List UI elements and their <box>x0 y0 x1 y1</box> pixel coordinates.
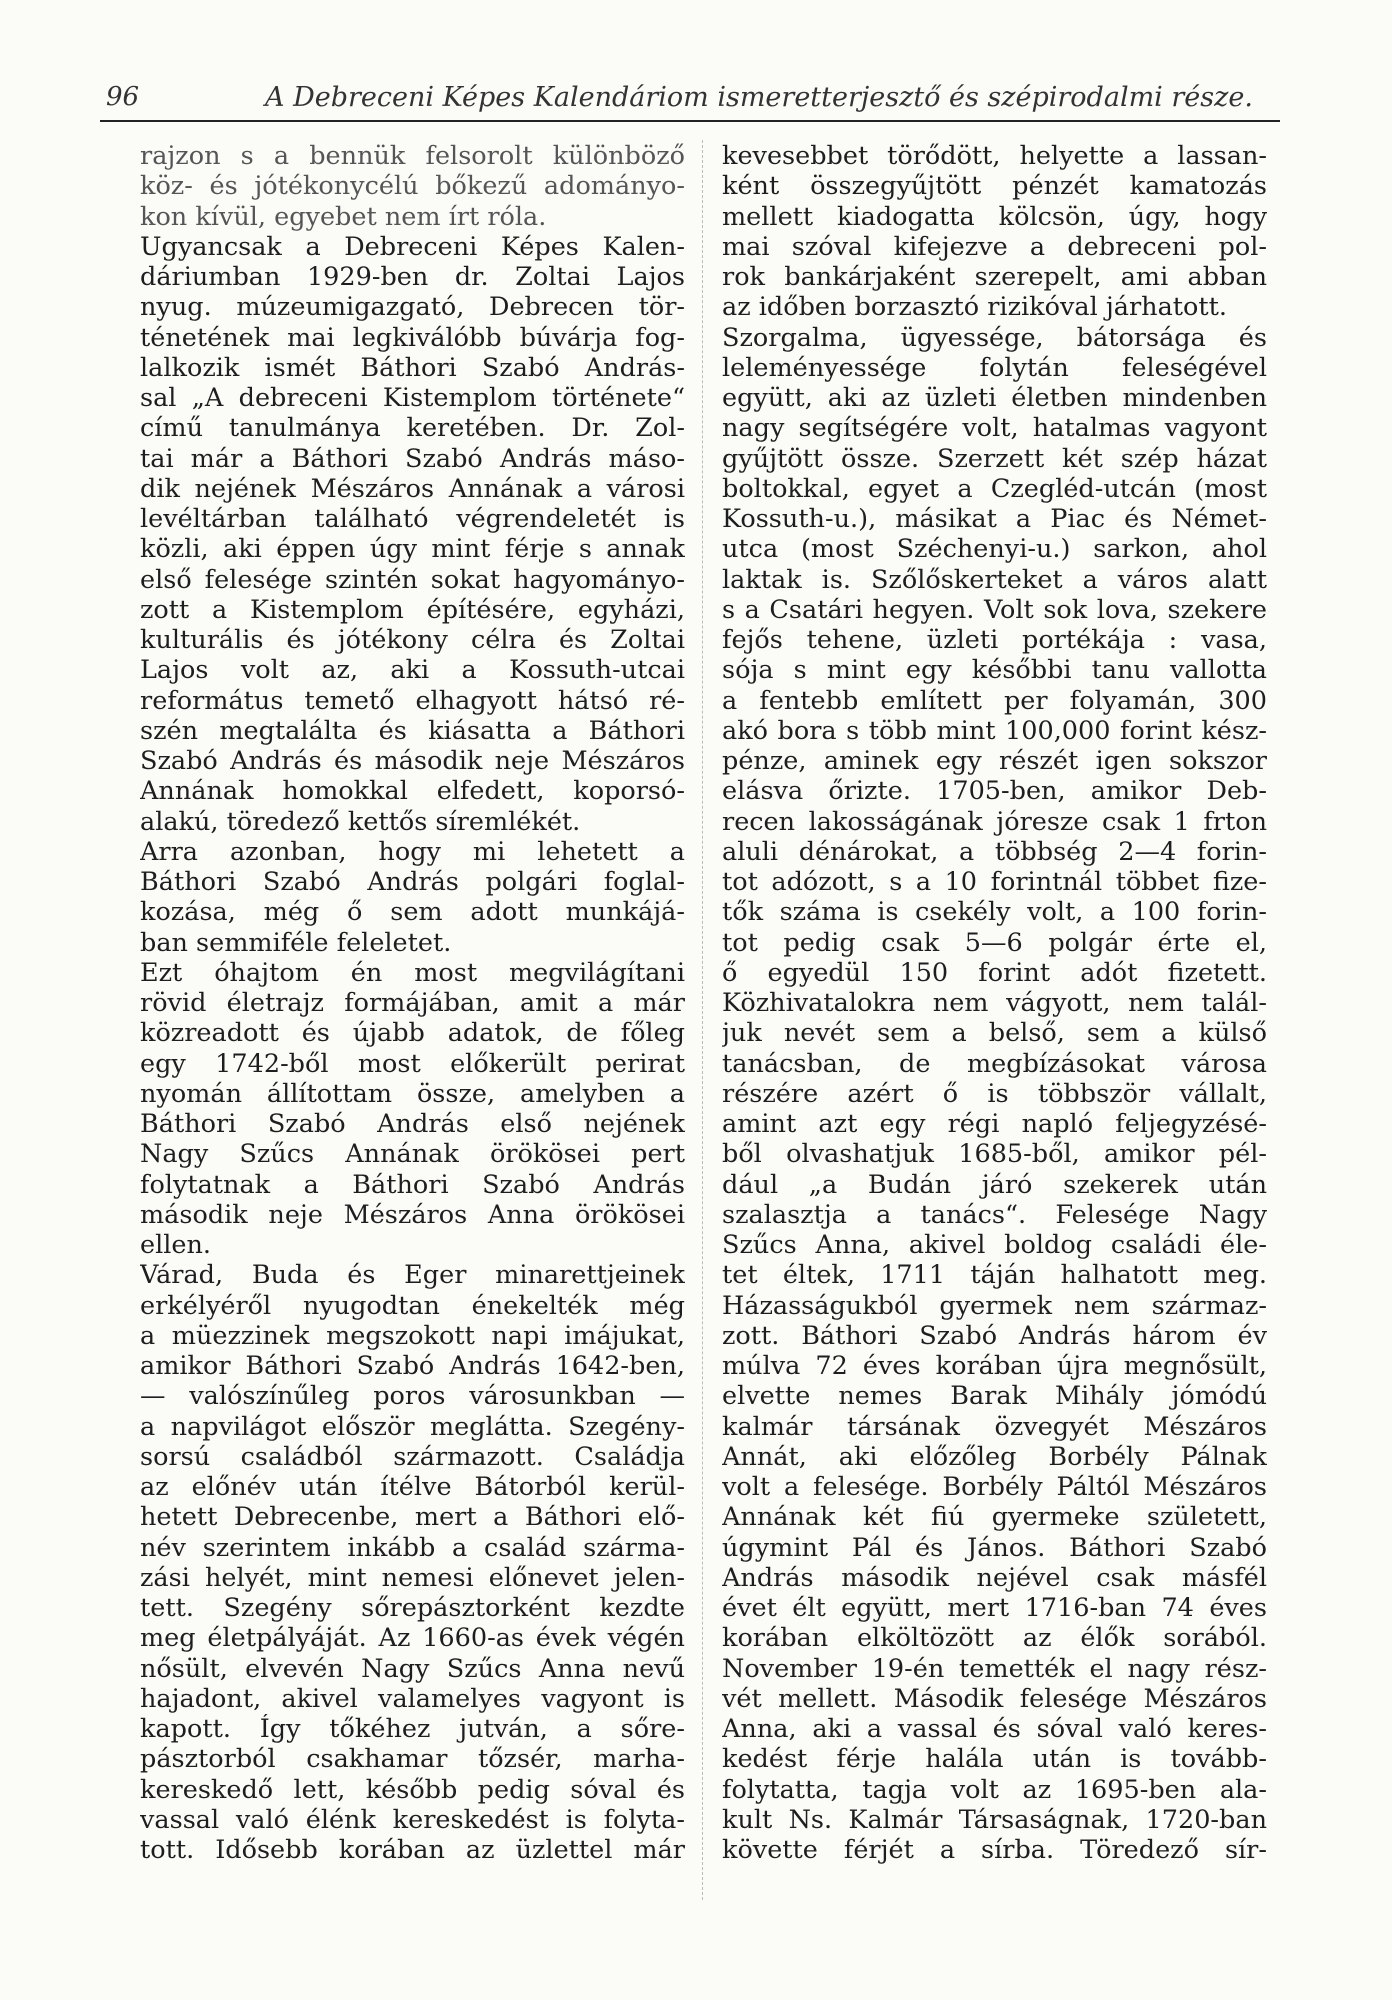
text-line: mellett kiadogatta kölcsön, úgy, hogy <box>722 201 1267 232</box>
text-line: rok bankárjaként szerepelt, ami abban <box>722 262 1267 292</box>
text-line: erkélyéről nyugodtan énekelték még <box>140 1290 685 1321</box>
text-line: András második nejével csak másfél <box>722 1562 1267 1593</box>
text-line: hajadont, akivel valamelyes vagyont is <box>140 1683 685 1714</box>
text-line: tet éltek, 1711 táján halhatott meg. <box>722 1260 1267 1291</box>
text-line: kapott. Így tőkéhez jutván, a sőre- <box>140 1714 685 1744</box>
text-line: sója s mint egy későbbi tanu vallotta <box>722 655 1267 686</box>
text-line: Szűcs Anna, akivel boldog családi éle- <box>722 1230 1267 1260</box>
text-line: Kossuth-u.), másikat a Piac és Német- <box>722 504 1267 534</box>
text-line: mai szóval kifejezve a debreceni pol- <box>722 231 1267 262</box>
text-line: tett. Szegény sőrepásztorként kezdte <box>140 1593 685 1623</box>
text-line: Báthori Szabó András polgári foglal- <box>140 867 685 897</box>
text-line: kult Ns. Kalmár Társaságnak, 1720-ban <box>722 1804 1267 1835</box>
text-line: nősült, elvevén Nagy Szűcs Anna nevű <box>140 1653 685 1684</box>
text-line: lalkozik ismét Báthori Szabó András- <box>140 352 685 383</box>
text-line: dik nejének Mészáros Annának a városi <box>140 473 685 504</box>
text-line: múlva 72 éves korában újra megnősült, <box>722 1351 1267 1381</box>
text-line: fejős tehene, üzleti portékája : vasa, <box>722 625 1267 655</box>
text-line: kedést férje halála után is tovább- <box>722 1744 1267 1775</box>
text-line: Anna, aki a vassal és sóval való keres- <box>722 1714 1267 1744</box>
text-line: nyomán állítottam össze, amelyben a <box>140 1078 685 1109</box>
text-line: korában elköltözött az élők sorából. <box>722 1623 1267 1654</box>
text-line: a fentebb említett per folyamán, 300 <box>722 685 1267 716</box>
text-line: első felesége szintén sokat hagyományo- <box>140 564 685 595</box>
right-column <box>722 141 1267 1865</box>
text-line: aluli dénárokat, a többség 2—4 forin- <box>722 836 1267 867</box>
text-line: November 19-én temették el nagy rész- <box>722 1653 1267 1684</box>
text-line: második neje Mészáros Anna örökösei <box>140 1199 685 1230</box>
text-line: gyűjtött össze. Szerzett két szép házat <box>722 443 1267 474</box>
page-header <box>100 80 1280 122</box>
text-line: boltokkal, egyet a Czegléd-utcán (most <box>722 473 1267 504</box>
text-line: sorsú családból származott. Családja <box>140 1441 685 1472</box>
text-line: úgymint Pál és János. Báthori Szabó <box>722 1532 1267 1563</box>
text-line: pásztorból csakhamar tőzsér, marha- <box>140 1744 685 1775</box>
text-line: nyug. múzeumigazgató, Debrecen tör- <box>140 292 685 323</box>
text-line: alakú, töredező kettős síremlékét. <box>140 806 581 837</box>
text-line: tanácsban, de megbízásokat városa <box>722 1048 1267 1079</box>
text-line: kon kívül, egyebet nem írt róla. <box>140 201 547 232</box>
text-line: Várad, Buda és Eger minarettjeinek <box>140 1260 685 1291</box>
text-line: Ugyancsak a Debreceni Képes Kalen- <box>140 231 685 262</box>
text-line: egy 1742-ből most előkerült perirat <box>140 1048 685 1079</box>
text-line: juk nevét sem a belső, sem a külső <box>722 1018 1267 1049</box>
text-line: zási helyét, mint nemesi előnevet jelen- <box>140 1562 685 1593</box>
running-title: A Debreceni Képes Kalendáriom ismeretterjesztő és szépirodalmi része. <box>265 82 1253 113</box>
text-line: kereskedő lett, később pedig sóval és <box>140 1774 685 1805</box>
text-line: tot adózott, s a 10 forintnál többet fize- <box>722 867 1267 897</box>
text-line: rajzon s a bennük felsorolt különböző <box>140 141 685 171</box>
text-line: szalasztja a tanács“. Felesége Nagy <box>722 1199 1267 1230</box>
text-line: ban semmiféle feleletet. <box>140 927 452 958</box>
text-line: Annát, aki előzőleg Borbély Pálnak <box>722 1441 1267 1472</box>
text-line: amint azt egy régi napló feljegyzésé- <box>722 1109 1267 1139</box>
text-line: volt a felesége. Borbély Páltól Mészáros <box>722 1472 1267 1502</box>
text-line: követte férjét a sírba. Töredező sír- <box>722 1835 1267 1865</box>
text-line: leleményessége folytán feleségével <box>722 352 1267 383</box>
text-line: a napvilágot először meglátta. Szegény- <box>140 1411 685 1442</box>
text-line: elásva őrizte. 1705-ben, amikor Deb- <box>722 776 1267 807</box>
text-line: folytatta, tagja volt az 1695-ben ala- <box>722 1774 1267 1805</box>
text-line: Arra azonban, hogy mi lehetett a <box>140 836 685 867</box>
text-line: folytatnak a Báthori Szabó András <box>140 1169 685 1200</box>
text-line: az előnév után ítélve Bátorból kerül- <box>140 1472 685 1502</box>
text-line: tők száma is csekély volt, a 100 forin- <box>722 897 1267 928</box>
text-line: köz- és jótékonycélú bőkezű adományo- <box>140 171 685 202</box>
text-line: Ezt óhajtom én most megvilágítani <box>140 957 685 988</box>
text-line: amikor Báthori Szabó András 1642-ben, <box>140 1351 685 1381</box>
text-line: zott. Báthori Szabó András három év <box>722 1320 1267 1351</box>
text-line: közreadott és újabb adatok, de főleg <box>140 1018 685 1049</box>
text-line: Lajos volt az, aki a Kossuth-utcai <box>140 655 685 686</box>
text-line: Szabó András és második neje Mészáros <box>140 746 685 776</box>
text-line: elvette nemes Barak Mihály jómódú <box>722 1381 1267 1412</box>
text-line: dáriumban 1929-ben dr. Zoltai Lajos <box>140 262 685 292</box>
text-line: név szerintem inkább a család szárma- <box>140 1532 685 1563</box>
left-column <box>140 141 685 1865</box>
text-line: szén megtalálta és kiásatta a Báthori <box>140 715 685 746</box>
text-line: ként összegyűjtött pénzét kamatozás <box>722 171 1267 202</box>
text-line: akó bora s több mint 100,000 forint kész- <box>722 715 1267 746</box>
text-line: című tanulmánya keretében. Dr. Zol- <box>140 413 685 444</box>
text-line: ellen. <box>140 1230 212 1260</box>
text-line: Szorgalma, ügyessége, bátorsága és <box>722 322 1267 353</box>
text-line: vét mellett. Második felesége Mészáros <box>722 1683 1267 1714</box>
text-line: vassal való élénk kereskedést is folyta- <box>140 1804 685 1835</box>
text-line: az időben borzasztó rizikóval járhatott. <box>722 292 1227 323</box>
text-line: részére azért ő is többször vállalt, <box>722 1078 1267 1109</box>
text-line: — valószínűleg poros városunkban — <box>140 1381 685 1412</box>
text-line: a müezzinek megszokott napi imájukat, <box>140 1320 685 1351</box>
text-line: Báthori Szabó András első nejének <box>140 1109 685 1139</box>
text-line: zott a Kistemplom építésére, egyházi, <box>140 594 685 625</box>
text-line: Annának homokkal elfedett, koporsó- <box>140 776 685 807</box>
text-line: együtt, aki az üzleti életben mindenben <box>722 383 1267 413</box>
text-line: református temető elhagyott hátsó ré- <box>140 685 685 716</box>
text-line: Nagy Szűcs Annának örökösei pert <box>140 1139 685 1170</box>
text-line: tai már a Báthori Szabó András máso- <box>140 443 685 474</box>
text-line: kulturális és jótékony célra és Zoltai <box>140 625 685 655</box>
text-line: recen lakosságának jóresze csak 1 frton <box>722 806 1267 837</box>
text-line: kevesebbet törődött, helyette a lassan- <box>722 141 1267 171</box>
text-line: ből olvashatjuk 1685-ből, amikor pél- <box>722 1139 1267 1170</box>
text-line: Házasságukból gyermek nem származ- <box>722 1290 1267 1321</box>
text-line: levéltárban található végrendeletét is <box>140 504 685 534</box>
text-line: laktak is. Szőlőskerteket a város alatt <box>722 564 1267 595</box>
page-number: 96 <box>106 82 140 112</box>
text-line: Közhivatalokra nem vágyott, nem talál- <box>722 988 1267 1018</box>
text-line: utca (most Széchenyi-u.) sarkon, ahol <box>722 534 1267 565</box>
text-line: ténetének mai legkiválóbb búvárja fog- <box>140 322 685 353</box>
column-divider <box>702 140 703 1900</box>
text-line: ő egyedül 150 forint adót fizetett. <box>722 957 1267 988</box>
text-line: kozása, még ő sem adott munkájá- <box>140 897 685 928</box>
text-line: tot pedig csak 5—6 polgár érte el, <box>722 927 1267 958</box>
text-line: meg életpályáját. Az 1660-as évek végén <box>140 1623 685 1654</box>
text-line: tott. Idősebb korában az üzlettel már <box>140 1835 685 1865</box>
text-line: nagy segítségére volt, hatalmas vagyont <box>722 413 1267 444</box>
text-line: Annának két fiú gyermeke született, <box>722 1502 1267 1533</box>
text-line: közli, aki éppen úgy mint férje s annak <box>140 534 685 565</box>
text-line: s a Csatári hegyen. Volt sok lova, szekere <box>722 594 1267 625</box>
text-line: hetett Debrecenbe, mert a Báthori elő- <box>140 1502 685 1533</box>
text-line: kalmár társának özvegyét Mészáros <box>722 1411 1267 1442</box>
text-line: rövid életrajz formájában, amit a már <box>140 988 685 1018</box>
text-line: sal „A debreceni Kistemplom története“ <box>140 383 685 413</box>
text-line: dául „a Budán járó szekerek után <box>722 1169 1267 1200</box>
text-line: évet élt együtt, mert 1716-ban 74 éves <box>722 1593 1267 1623</box>
text-line: pénze, aminek egy részét igen sokszor <box>722 746 1267 776</box>
